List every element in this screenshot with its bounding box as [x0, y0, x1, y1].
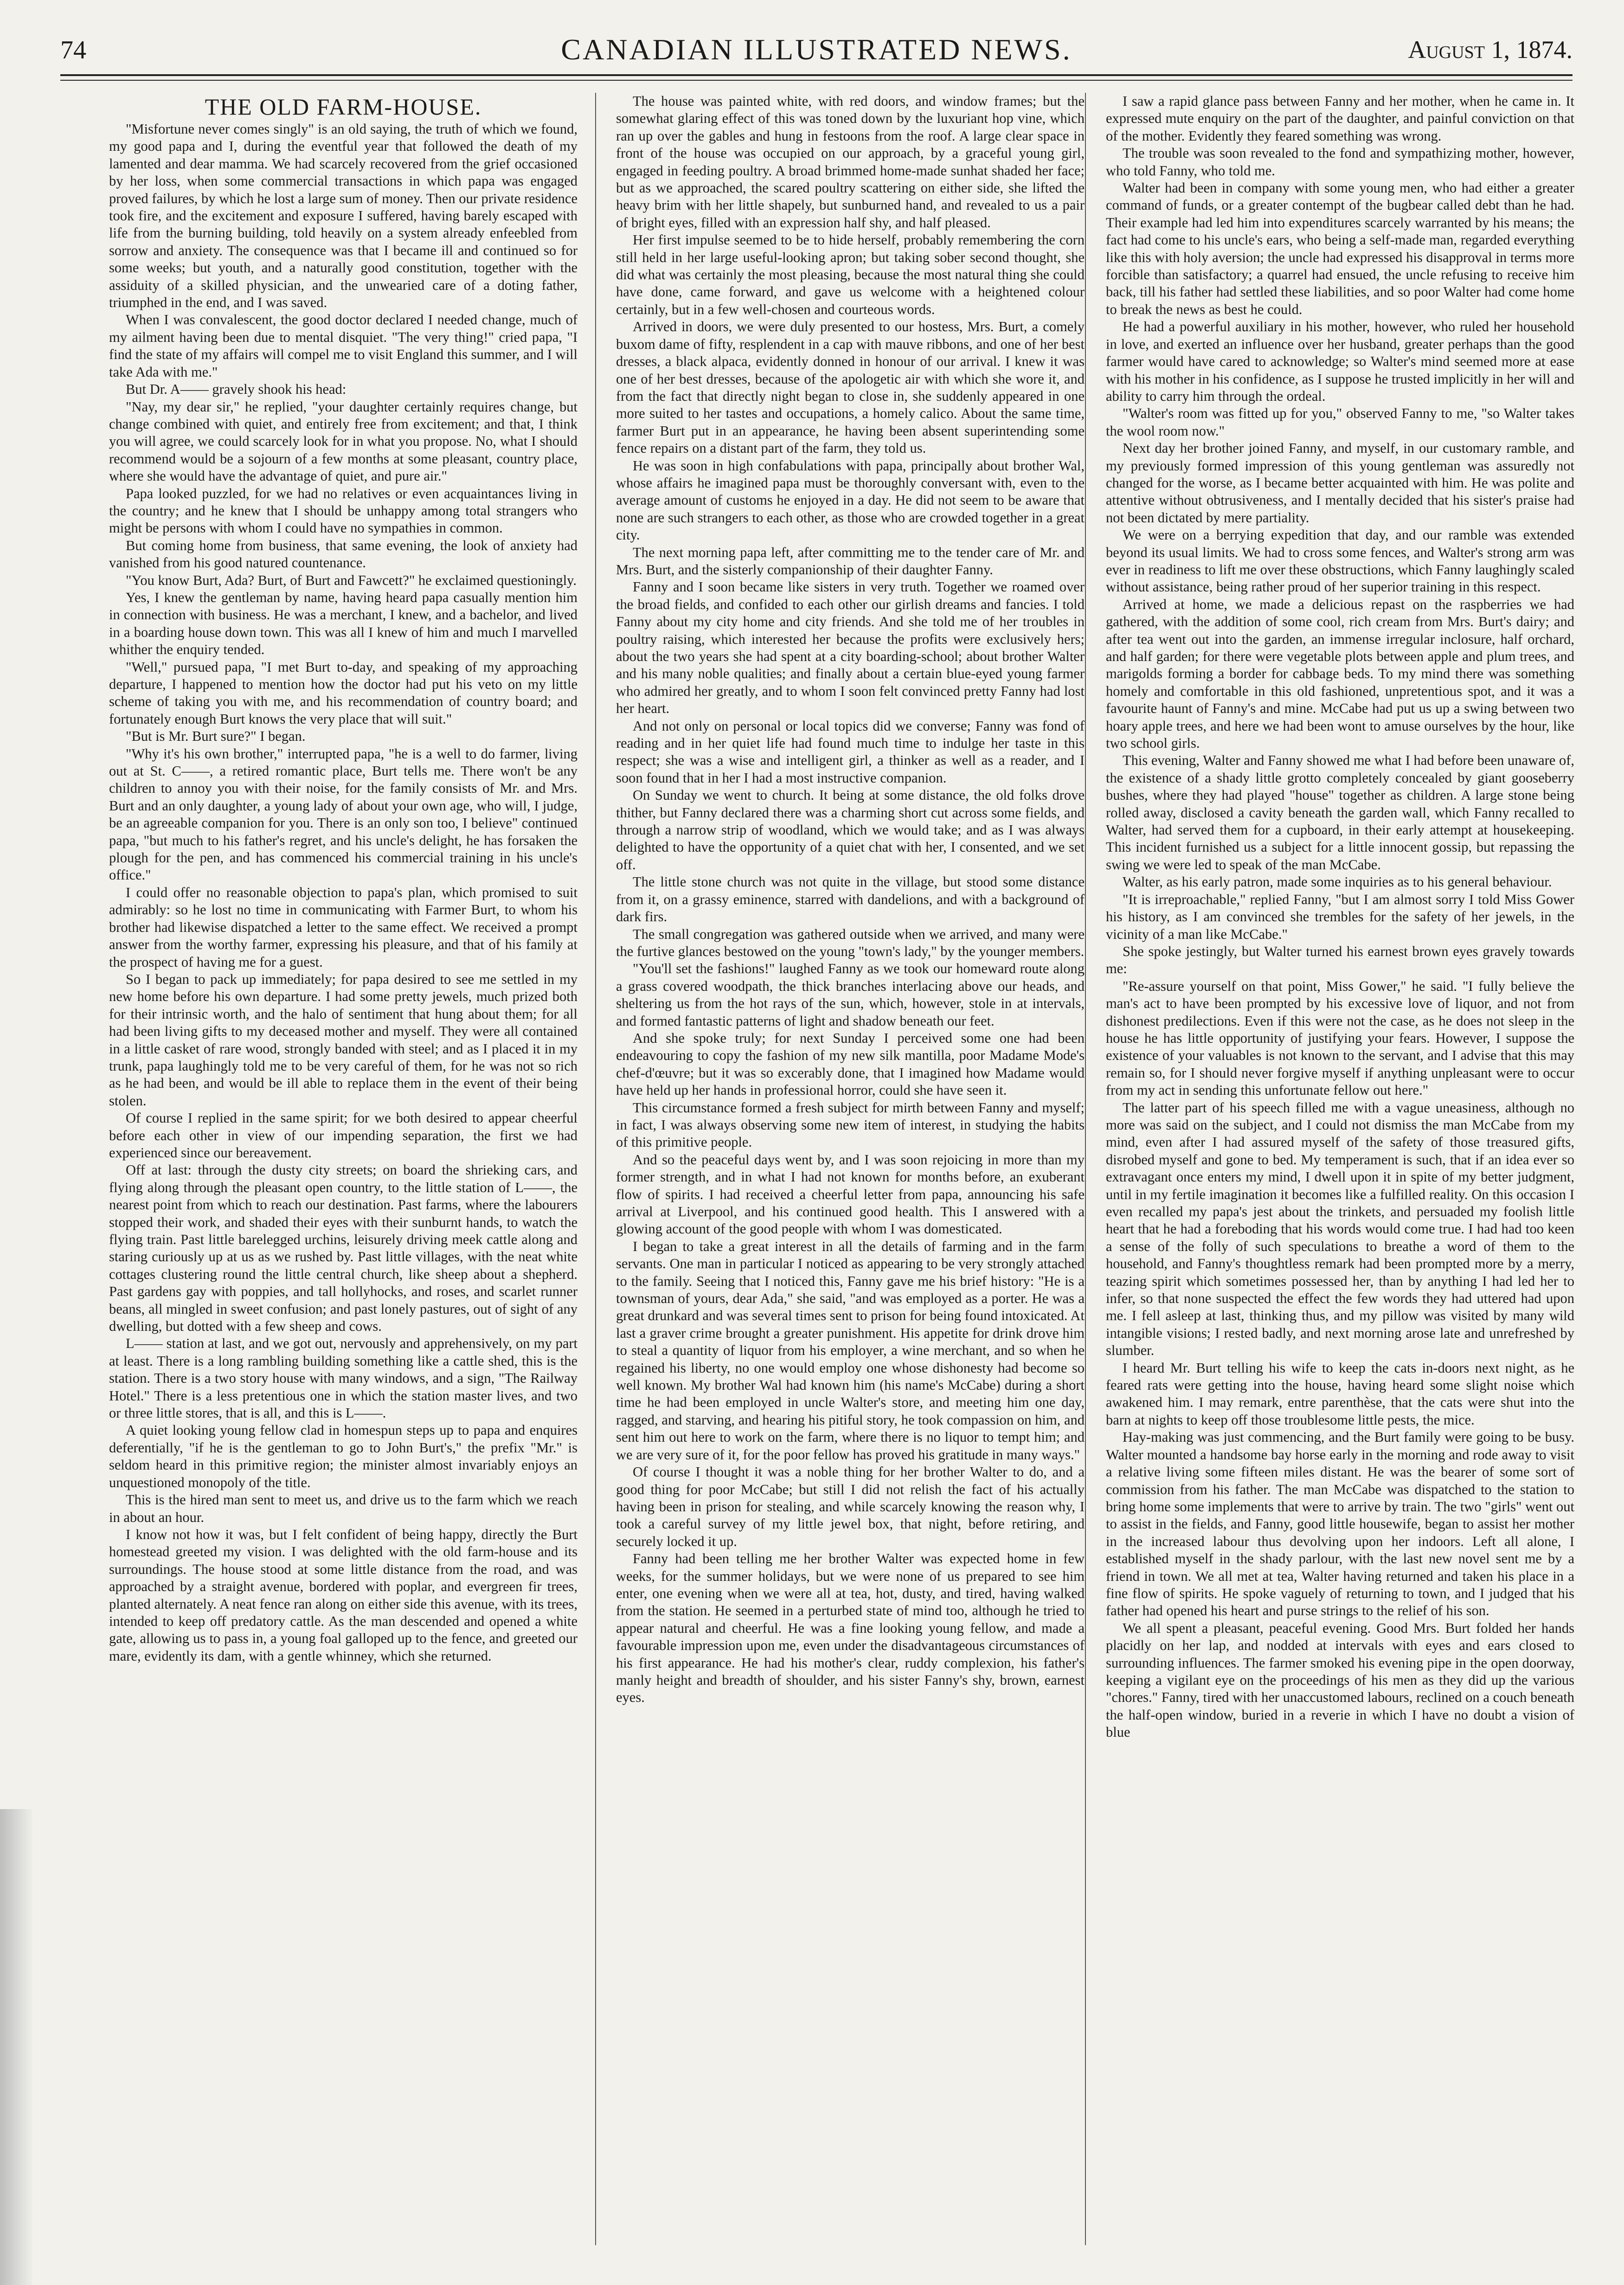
article-paragraph: Hay-making was just commencing, and the Burt family were going to be busy. Walter mounted a handsome bay horse early in the morning and rode away to visit a relative living some fifteen miles distant. He was the bearer of some sort of commission from his father. The man McCabe was dispatched to the station to bring home some implements that were to arrive by train. The two "girls" went out to assist in the fields, and Fanny, good little housewife, began to assist her mother in the increased labour thus devolving upon her indoors. Left all alone, I established myself in the shady parlour, with the last new novel sent me by a friend in town. We all met at tea, Walter having returned and taken his place in a fine flow of spirits. He spoke vaguely of returning to town, and I judged that his father had opened his heart and purse strings to the relief of his son. [1106, 1429, 1574, 1619]
article-paragraph: I began to take a great interest in all the details of farming and in the farm servants. One man in particular I noticed as appearing to be very strongly attached to the family. Seeing that I noticed this, Fanny gave me his brief history: "He is a townsman of yours, dear Ada," she said, "and was employed as a porter. He was a great drunkard and was several times sent to prison for being found intoxicated. At last a graver crime brought a greater punishment. His appetite for drink drove him to steal a quantity of liquor from his employer, a wine merchant, and so when he regained his liberty, no one would employ one whose dishonesty had become so well known. My brother Wal had known him (his name's McCabe) during a short time he had been employed in uncle Walter's store, and meeting him one day, ragged, and starving, and hearing his pitiful story, he took compassion on him, and sent him out here to work on the farm, where there is no liquor to tempt him; and we are very sure of it, for the poor fellow has proved his gratitude in many ways." [616, 1238, 1085, 1463]
article-paragraph: Fanny and I soon became like sisters in very truth. Together we roamed over the broad fields, and confided to each other our girlish dreams and fancies. I told Fanny about my city home and city friends. And she told me of her troubles in poultry raising, which interested her because the profits were exclusively hers; about the two years she had spent at a city boarding-school; about brother Walter and his many noble qualities; and finally about a certain blue-eyed young farmer who admired her greatly, and to whom I soon felt convinced pretty Fanny had lost her heart. [616, 579, 1085, 717]
article-paragraph: And not only on personal or local topics did we converse; Fanny was fond of reading and in her quiet life had found much time to indulge her taste in this respect; she was a wise and intelligent girl, a thinker as well as a reader, and I soon found that in her I had a most instructive companion. [616, 718, 1085, 786]
article-paragraph: "Why it's his own brother," interrupted papa, "he is a well to do farmer, living out at St. C——, a retired romantic place, Burt tells me. There won't be any children to annoy you with their noise, for the family consists of Mr. and Mrs. Burt and an only daughter, a young lady of about your own age, who will, I judge, be an agreeable companion for you. There is an only son too, I believe" continued papa, "but much to his father's regret, and his uncle's delight, he has forsaken the plough for the pen, and has commenced his commercial training in his uncle's office." [109, 745, 578, 883]
article-paragraph: This is the hired man sent to meet us, and drive us to the farm which we reach in about an hour. [109, 1492, 578, 1525]
article-paragraph: This evening, Walter and Fanny showed me what I had before been unaware of, the existence of a shady little grotto completely concealed by giant gooseberry bushes, where they had played "house" together as children. A large stone being rolled away, disclosed a cavity beneath the garden wall, which Fanny recalled to Walter, had served them for a cupboard, in their early attempt at housekeeping. This incident furnished us a subject for a little innocent gossip, but repassing the swing we were led to speak of the man McCabe. [1106, 752, 1574, 873]
article-paragraph: So I began to pack up immediately; for papa desired to see me settled in my new home before his own departure. I had some pretty jewels, much prized both for their intrinsic worth, and the halo of sentiment that hung about them; for all had been living gifts to my deceased mother and myself. They were all contained in a little casket of rare wood, strongly banded with steel; and as I placed it in my trunk, papa laughingly told me to be very careful of them, for he was not so rich as he had been, and would be ill able to replace them in the event of their being stolen. [109, 971, 578, 1109]
article-paragraph: Her first impulse seemed to be to hide herself, probably remembering the corn still held in her large useful-looking apron; but taking sober second thought, she did what was certainly the most pleasing, because the most natural thing she could have done, came forward, and gave us welcome with a heightened colour certainly, but in a few well-chosen and courteous words. [616, 232, 1085, 317]
column-3 [1106, 93, 1574, 2245]
article-paragraph: "Walter's room was fitted up for you," observed Fanny to me, "so Walter takes the wool room now." [1106, 405, 1574, 439]
publication-title: CANADIAN ILLUSTRATED NEWS. [561, 33, 1072, 66]
article-paragraph: Of course I replied in the same spirit; for we both desired to appear cheerful before each other in view of our impending separation, the first we had experienced since our bereavement. [109, 1110, 578, 1161]
article-paragraph: We all spent a pleasant, peaceful evening. Good Mrs. Burt folded her hands placidly on her lap, and nodded at intervals with eyes and ears closed to surrounding influences. The farmer smoked his evening pipe in the open doorway, keeping a vigilant eye on the proceedings of his men as they did up the various "chores." Fanny, tired with her unaccustomed labours, reclined on a couch beneath the half-open window, buried in a reverie in which I have no doubt a vision of blue [1106, 1620, 1574, 1740]
article-paragraph: This circumstance formed a fresh subject for mirth between Fanny and myself; in fact, I was always observing some new item of interest, in studying the habits of this primitive people. [616, 1099, 1085, 1150]
article-paragraph: On Sunday we went to church. It being at some distance, the old folks drove thither, but Fanny declared there was a charming short cut across some fields, and through a narrow strip of woodland, which we would take; and as I was always delighted to have the opportunity of a quiet chat with her, I consented, and we set off. [616, 787, 1085, 873]
article-paragraph: But coming home from business, that same evening, the look of anxiety had vanished from his good natured countenance. [109, 537, 578, 571]
article-paragraph: I heard Mr. Burt telling his wife to keep the cats in-doors next night, as he feared rats were getting into the house, having heard some slight noise which awakened him. I may remark, entre parenthèse, that the cats were shut into the barn at nights to keep off those troublesome little pests, the mice. [1106, 1360, 1574, 1428]
article-paragraph: "You know Burt, Ada? Burt, of Burt and Fawcett?" he exclaimed questioningly. [126, 572, 577, 588]
article-paragraph: The house was painted white, with red doors, and window frames; but the somewhat glaring effect of this was toned down by the luxuriant hop vine, which ran up over the gables and hung in festoons from the roof. A large clear space in front of the house was occupied on our approach, by a graceful young girl, engaged in feeding poultry. A broad brimmed home-made sunhat shaded her face; but as we approached, the scared poultry scattering on either side, she lifted the heavy brim with her little shapely, but sunburned hand, and revealed to us a pair of bright eyes, filled with an expression half shy, and half pleased. [616, 93, 1085, 231]
article-paragraph: "You'll set the fashions!" laughed Fanny as we took our homeward route along a grass covered woodpath, the thick branches interlacing above our heads, and sheltering us from the hot rays of the sun, which, however, stole in at intervals, and formed fantastic patterns of light and shadow beneath our feet. [616, 961, 1085, 1029]
article-paragraph: "Nay, my dear sir," he replied, "your daughter certainly requires change, but change combined with quiet, and entirely free from excitement; and that, I think you will agree, we could scarcely look for in what you propose. No, what I should recommend would be a sojourn of a few months at some pleasant, country place, where she would have the advantage of quiet, and pure air." [109, 398, 578, 484]
article-paragraph: The small congregation was gathered outside when we arrived, and many were the furtive glances bestowed on the young "town's lady," by the younger members. [616, 926, 1085, 959]
article-paragraph: And she spoke truly; for next Sunday I perceived some one had been endeavouring to copy the fashion of my new silk mantilla, poor Madame Mode's chef-d'œuvre; but it was so excerably done, that I imagined how Madame would have held up her hands in professional horror, could she have seen it. [616, 1030, 1085, 1098]
article-paragraph: I saw a rapid glance pass between Fanny and her mother, when he came in. It expressed mute enquiry on the part of the daughter, and painful conviction on that of the mother. Evidently they feared something was wrong. [1106, 93, 1574, 144]
issue-date: August 1, 1874. [1408, 36, 1573, 64]
article-paragraph: "Well," pursued papa, "I met Burt to-day, and speaking of my approaching departure, I happened to mention how the doctor had put his veto on my little scheme of taking you with me, and his recommendation of country board; and fortunately enough Burt knows the very place that will suit." [109, 659, 578, 727]
article-paragraph: He had a powerful auxiliary in his mother, however, who ruled her household in love, and exerted an influence over her husband, greater perhaps than the good farmer would have cared to acknowledge; so Walter's mind seemed more at ease with his mother in his confidence, as I suppose he trusted implicitly in her will and ability to carry him through the ordeal. [1106, 319, 1574, 404]
article-paragraph: I know not how it was, but I felt confident of being happy, directly the Burt homestead greeted my vision. I was delighted with the old farm-house and its surroundings. The house stood at some little distance from the road, and was approached by a straight avenue, bordered with poplar, and evergreen fir trees, planted alternately. A neat fence ran along on either side this avenue, with its trees, intended to keep off predatory cattle. As the man descended and opened a white gate, allowing us to pass in, a young foal galloped up to the fence, and greeted our mare, evidently its dam, with a gentle whinney, which she returned. [109, 1526, 578, 1664]
page-header [60, 32, 1573, 70]
article-paragraph: A quiet looking young fellow clad in homespun steps up to papa and enquires deferentially, "if he is the gentleman to go to John Burt's," the prefix "Mr." is seldom heard in this primitive region; the minister almost invariably enjoys an unquestioned monopoly of the title. [109, 1422, 578, 1490]
article-paragraph: Walter, as his early patron, made some inquiries as to his general behaviour. [1123, 874, 1552, 890]
article-paragraph: Off at last: through the dusty city streets; on board the shrieking cars, and flying along through the pleasant open country, to the little station of L——, the nearest point from which to reach our destination. Past farms, where the labourers stopped their work, and shaded their eyes with their sunburnt hands, to watch the flying train. Past little barelegged urchins, leisurely driving meek cattle along and staring curiously up at us as we rushed by. Past little villages, with the neat white cottages clustering round the little central church, like sheep about a shepherd. Past gardens gay with poppies, and tall hollyhocks, and roses, and scarlet runner beans, all mingled in sweet confusion; and past lonely pastures, out of sight of any dwelling, but dotted with a few sheep and cows. [109, 1162, 578, 1335]
article-paragraph: He was soon in high confabulations with papa, principally about brother Wal, whose affairs he imagined papa must be thoroughly conversant with, even to the average amount of customs he enjoyed in a day. He did not seem to be aware that none are such strangers to each other, as those who are crowded together in a great city. [616, 457, 1085, 543]
header-rule-thin [60, 80, 1573, 81]
article-paragraph: And so the peaceful days went by, and I was soon rejoicing in more than my former strength, and in what I had not known for months before, an exuberant flow of spirits. I had received a cheerful letter from papa, announcing his safe arrival at Liverpool, and his continued good health. This I answered with a glowing account of the good people with whom I was domesticated. [616, 1151, 1085, 1237]
article-paragraph: Walter had been in company with some young men, who had either a greater command of funds, or a greater contempt of the bugbear called debt than he had. Their example had led him into expenditures scarcely warranted by his means; the fact had come to his uncle's ears, who being a self-made man, regarded everything like this with holy aversion; the uncle had expressed his disapproval in terms more forcible than satisfactory; a quarrel had ensued, the uncle refusing to receive him back, till his father had settled these liabilities, and so poor Walter had come home to break the news as best he could. [1106, 180, 1574, 317]
article-paragraph: When I was convalescent, the good doctor declared I needed change, much of my ailment having been due to mental disquiet. "The very thing!" cried papa, "I find the state of my affairs will compel me to visit England this summer, and I will take Ada with me." [109, 312, 578, 380]
column-1 [109, 93, 578, 2245]
article-paragraph: L—— station at last, and we got out, nervously and apprehensively, on my part at least. There is a long rambling building something like a cattle shed, this is the station. There is a two story house with many windows, and a sign, "The Railway Hotel." There is a less pretentious one in which the station master lives, and two or three little stores, that is all, and this is L——. [109, 1335, 578, 1421]
article-paragraph: She spoke jestingly, but Walter turned his earnest brown eyes gravely towards me: [1106, 943, 1574, 977]
article-paragraph: Fanny had been telling me her brother Walter was expected home in few weeks, for the summer holidays, but we were none of us prepared to see him enter, one evening when we were all at tea, hot, dusty, and tired, having walked from the station. He seemed in a perturbed state of mind too, although he tried to appear natural and cheerful. He was a fine looking young fellow, and made a favourable impression upon me, even under the disadvantageous circumstances of his first appearance. He had his mother's clear, ruddy complexion, his father's manly height and breadth of shoulder, and his sister Fanny's shy, brown, earnest eyes. [616, 1551, 1085, 1706]
article-paragraph: Arrived in doors, we were duly presented to our hostess, Mrs. Burt, a comely buxom dame of fifty, resplendent in a cap with mauve ribbons, and one of her best dresses, a black alpaca, evidently donned in honour of our arrival. I knew it was one of her best dresses, because of the apologetic air with which she wore it, and from the fact that directly night began to close in, she suddenly appeared in one more suited to her tastes and occupations, a homely calico. About the same time, farmer Burt put in an appearance, he having been absent superintending some fence repairs on a distant part of the farm, they told us. [616, 319, 1085, 456]
article-paragraph: The next morning papa left, after committing me to the tender care of Mr. and Mrs. Burt, and the sisterly companionship of their daughter Fanny. [616, 544, 1085, 578]
article-paragraph: "Misfortune never comes singly" is an old saying, the truth of which we found, my good papa and I, during the eventful year that followed the death of my lamented and dear mamma. We had scarcely recovered from the grief occasioned by her loss, when some commercial transactions in which papa was engaged proved failures, by which he lost a large sum of money. Then our private residence took fire, and the excitement and exposure I suffered, having barely escaped with life from the burning building, told heavily on a system already enfeebled from sorrow and anxiety. The consequence was that I became ill and continued so for some weeks; but youth, and a naturally good constitution, together with the assiduity of a skilled physician, and the unwearied care of a doting father, triumphed in the end, and I was saved. [109, 121, 578, 311]
article-paragraph: "It is irreproachable," replied Fanny, "but I am almost sorry I told Miss Gower his history, as I am convinced she trembles for the safety of her jewels, in the vicinity of a man like McCabe." [1106, 891, 1574, 942]
column-divider [1085, 93, 1086, 2245]
article-paragraph: The latter part of his speech filled me with a vague uneasiness, although no more was said on the subject, and I could not dismiss the man McCabe from my mind, even after I had assured myself of the safety of those treasured gifts, disrobed myself and gone to bed. My temperament is such, that if an idea ever so extravagant once enters my mind, I dwell upon it in spite of my better judgment, until in my fertile imagination it becomes like a fulfilled reality. On this occasion I even recalled my papa's jest about the trinkets, and persuaded my foolish little heart that he had a foreboding that his words would come true. I had had too keen a sense of the folly of such speculations to breathe a word of them to the household, and Fanny's thoughtless remark had been prompted more by a merry, teazing spirit which sometimes possessed her, than by anything I had led her to infer, so that none suspected the effect the few words they had uttered had upon me. I fell asleep at last, thinking thus, and my pillow was visited by many wild intangible visions; I rested badly, and next morning arose late and unrefreshed by slumber. [1106, 1099, 1574, 1359]
scan-edge-shadow [0, 1809, 32, 2285]
column-divider [595, 93, 596, 2245]
page-number: 74 [60, 36, 86, 64]
article-paragraph: The little stone church was not quite in the village, but stood some distance from it, on a grassy eminence, starred with dandelions, and with a background of dark firs. [616, 874, 1085, 925]
article-paragraph: But Dr. A—— gravely shook his head: [126, 381, 347, 398]
article-paragraph: We were on a berrying expedition that day, and our ramble was extended beyond its usual limits. We had to cross some fences, and Walter's strong arm was ever in readiness to lift me over these obstructions, which Fanny laughingly scaled without assistance, being rather proud of her superior training in this respect. [1106, 527, 1574, 595]
article-title: THE OLD FARM-HOUSE. [205, 94, 482, 120]
article-paragraph: Papa looked puzzled, for we had no relatives or even acquaintances living in the country; and he knew that I should be unhappy among total strangers who might be persons with whom I could have no sympathies in common. [109, 485, 578, 536]
column-2 [616, 93, 1085, 2245]
article-paragraph: The trouble was soon revealed to the fond and sympathizing mother, however, who told Fanny, who told me. [1106, 145, 1574, 179]
article-paragraph: Of course I thought it was a noble thing for her brother Walter to do, and a good thing for poor McCabe; but still I did not relish the fact of his actually having been in prison for stealing, and while scarcely knowing the reason why, I took a careful survey of my little jewel box, that night, before retiring, and securely locked it up. [616, 1464, 1085, 1549]
article-paragraph: I could offer no reasonable objection to papa's plan, which promised to suit admirably: so he lost no time in communicating with Farmer Burt, to whom his brother had likewise dispatched a letter to the same effect. We received a prompt answer from the worthy farmer, expressing his pleasure, and that of his family at the prospect of having me for a guest. [109, 884, 578, 970]
article-paragraph: Next day her brother joined Fanny, and myself, in our customary ramble, and my previously formed impression of this young gentleman was assuredly not changed for the worse, as I became better acquainted with him. He was polite and attentive without obtrusiveness, and I mentally decided that his sister's praise had not been dictated by mere partiality. [1106, 440, 1574, 526]
article-paragraph: Arrived at home, we made a delicious repast on the raspberries we had gathered, with the addition of some cool, rich cream from Mrs. Burt's dairy; and after tea went out into the garden, an immense irregular inclosure, half orchard, and half garden; for there were vegetable plots between apple and plum trees, and marigolds forming a border for cabbage beds. To my mind there was something homely and comfortable in this old fashioned, unpretentious spot, and it was a favourite haunt of Fanny's and mine. McCabe had put us up a swing between two hoary apple trees, and here we had been wont to amuse ourselves by the hour, like two school girls. [1106, 596, 1574, 751]
article-paragraph: "Re-assure yourself on that point, Miss Gower," he said. "I fully believe the man's act to have been prompted by his excessive love of liquor, and not from dishonest predilections. Even if this were not the case, as he does not sleep in the house he has little opportunity of justifying your fears. However, I suppose the existence of your valuables is not known to the servant, and I advise that this may remain so, for I should never forgive myself if anything unpleasant were to occur from my act in sending this unfortunate fellow out here." [1106, 978, 1574, 1098]
article-paragraph: "But is Mr. Burt sure?" I began. [126, 728, 306, 745]
article-paragraph: Yes, I knew the gentleman by name, having heard papa casually mention him in connection with business. He was a merchant, I knew, and a bachelor, and lived in a boarding house down town. This was all I knew of him and much I marvelled whither the enquiry tended. [109, 589, 578, 658]
header-rule [60, 74, 1573, 76]
